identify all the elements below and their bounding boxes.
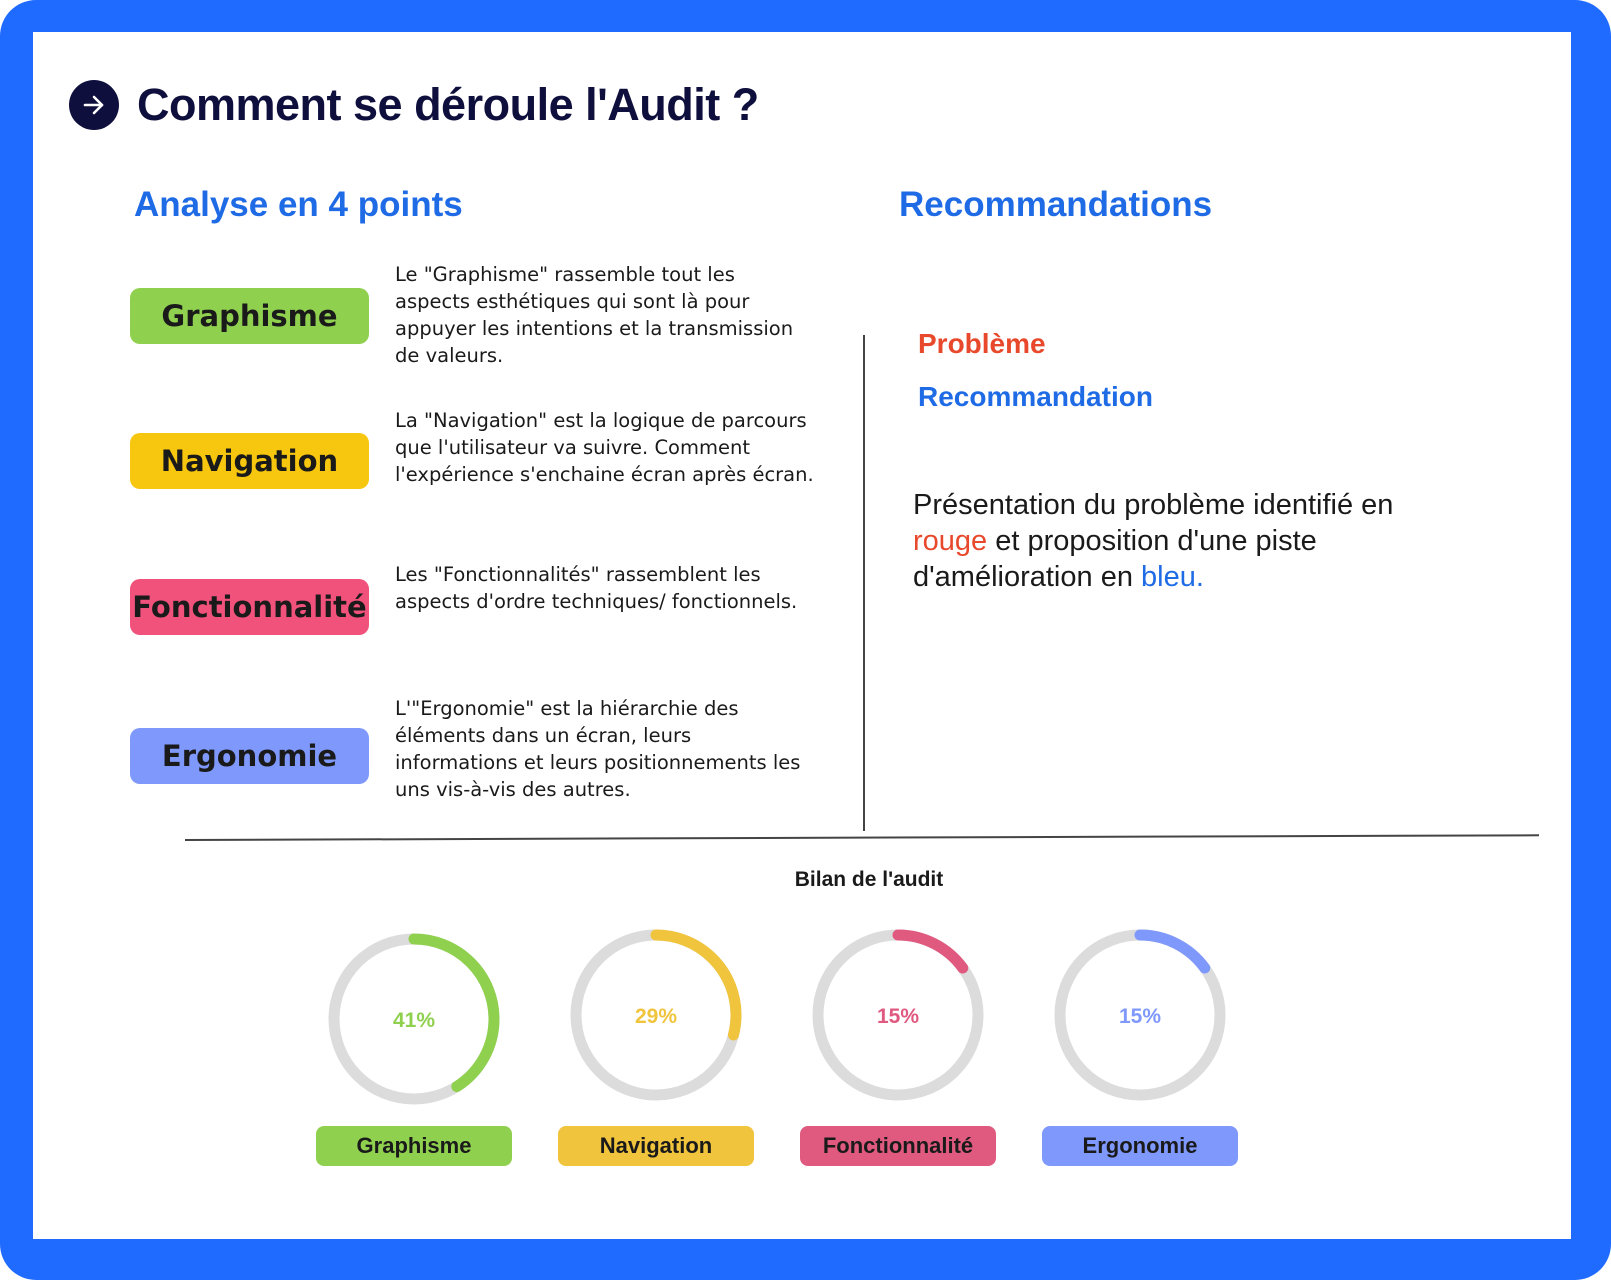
donut-label-navigation: Navigation [558,1126,754,1166]
legend-problem: Problème [918,328,1046,359]
donut-value-graphisme: 41% [392,1009,436,1032]
category-pill-ergonomie: Ergonomie [130,728,369,784]
reco-desc-red-word: rouge [913,525,988,557]
category-desc-graphisme: Le "Graphisme" rassemble tout les aspects esthétiques qui sont là pour appuyer les intentions et la transmission de valeurs. [395,263,794,367]
donut-label-ergonomie: Ergonomie [1042,1126,1238,1166]
category-pill-navigation: Navigation [130,433,369,489]
analysis-title: Analyse en 4 points [134,185,463,224]
category-pill-graphisme: Graphisme [130,288,369,344]
reco-desc-part2: et proposition d'une piste d'amélioration en [913,525,1317,593]
category-desc-navigation: La "Navigation" est la logique de parcours que l'utilisateur va suivre. Comment l'expérience s'enchaine écran après écran. [395,409,814,486]
recommendations-title: Recommandations [899,185,1213,224]
category-pill-fonctionnalite: Fonctionnalité [130,579,369,635]
donut-value-ergonomie: 15% [1118,1005,1162,1028]
reco-desc-part1: Présentation du problème identifié en [913,489,1394,521]
vertical-divider [863,335,865,831]
recommendations-description [913,487,1433,595]
arrow-right-icon [69,80,119,130]
chart-title: Bilan de l'audit [794,868,944,891]
reco-desc-blue-word: bleu. [1141,561,1204,593]
donut-label-graphisme: Graphisme [316,1126,512,1166]
donut-ergonomie [1040,915,1240,1115]
category-desc-ergonomie: L'"Ergonomie" est la hiérarchie des éléments dans un écran, leurs informations et leurs positionnements les uns vis-à-vis des autres. [395,697,801,801]
donut-fonctionnalite [798,915,998,1115]
donut-label-fonctionnalite: Fonctionnalité [800,1126,996,1166]
donut-value-fonctionnalite: 15% [876,1005,920,1028]
donut-navigation [556,915,756,1115]
horizontal-divider [185,834,1539,840]
page-title: Comment se déroule l'Audit ? [137,79,759,130]
donut-value-navigation: 29% [634,1005,678,1028]
content-panel [33,32,1571,1239]
legend-recommendation: Recommandation [918,381,1153,412]
header [69,80,759,130]
donut-graphisme [314,919,514,1119]
category-desc-fonctionnalite: Les "Fonctionnalités" rassemblent les aspects d'ordre techniques/ fonctionnels. [395,563,798,613]
